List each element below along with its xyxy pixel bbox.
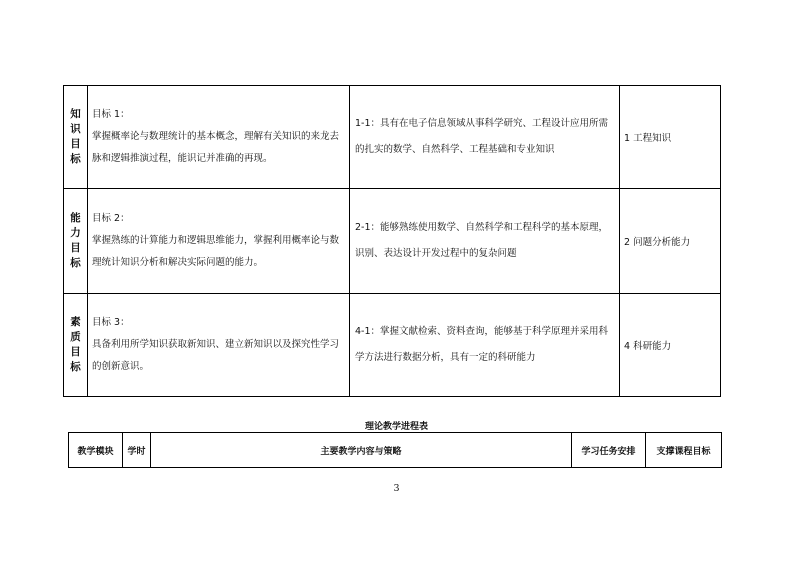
category-cell: 能 力 目 标 — [64, 189, 88, 294]
goal-title: 目标 2： — [92, 213, 130, 224]
category-cell: 素 质 目 标 — [64, 294, 88, 397]
schedule-header-cell: 支撑课程目标 — [646, 433, 722, 468]
table-row — [64, 294, 721, 397]
support-cell: 2 问题分析能力 — [620, 189, 721, 294]
goal-cell — [88, 189, 350, 294]
schedule-title: 理论教学进程表 — [364, 422, 428, 432]
requirement-cell: 1-1：具有在电子信息领域从事科学研究、工程设计应用所需的扎实的数学、自然科学、工程基础和专业知识 — [350, 86, 620, 189]
goal-cell — [88, 86, 350, 189]
goal-title: 目标 1： — [92, 109, 130, 120]
schedule-header-row — [69, 433, 722, 468]
schedule-header-cell: 学习任务安排 — [572, 433, 646, 468]
table-row — [64, 189, 721, 294]
goal-title: 目标 3： — [92, 317, 130, 328]
page-number: 3 — [393, 483, 400, 494]
category-cell: 知 识 目 标 — [64, 86, 88, 189]
schedule-header-cell: 教学模块 — [69, 433, 123, 468]
goal-text: 具备利用所学知识获取新知识、建立新知识以及探究性学习的创新意识。 — [92, 339, 340, 372]
schedule-table — [68, 432, 722, 468]
schedule-header-cell: 主要教学内容与策略 — [151, 433, 572, 468]
support-cell: 4 科研能力 — [620, 294, 721, 397]
requirement-cell: 2-1：能够熟练使用数学、自然科学和工程科学的基本原理，识别、表达设计开发过程中的复杂问题 — [350, 189, 620, 294]
goal-cell — [88, 294, 350, 397]
schedule-header-cell: 学时 — [123, 433, 151, 468]
goal-text: 掌握熟练的计算能力和逻辑思维能力，掌握利用概率论与数理统计知识分析和解决实际问题的能力。 — [92, 235, 340, 268]
requirement-cell: 4-1：掌握文献检索、资料查询，能够基于科学原理并采用科学方法进行数据分析，具有一定的科研能力 — [350, 294, 620, 397]
table-row — [64, 86, 721, 189]
course-goals-table — [63, 85, 721, 397]
support-cell: 1 工程知识 — [620, 86, 721, 189]
goal-text: 掌握概率论与数理统计的基本概念，理解有关知识的来龙去脉和逻辑推演过程，能识记并准确的再现。 — [92, 131, 340, 164]
